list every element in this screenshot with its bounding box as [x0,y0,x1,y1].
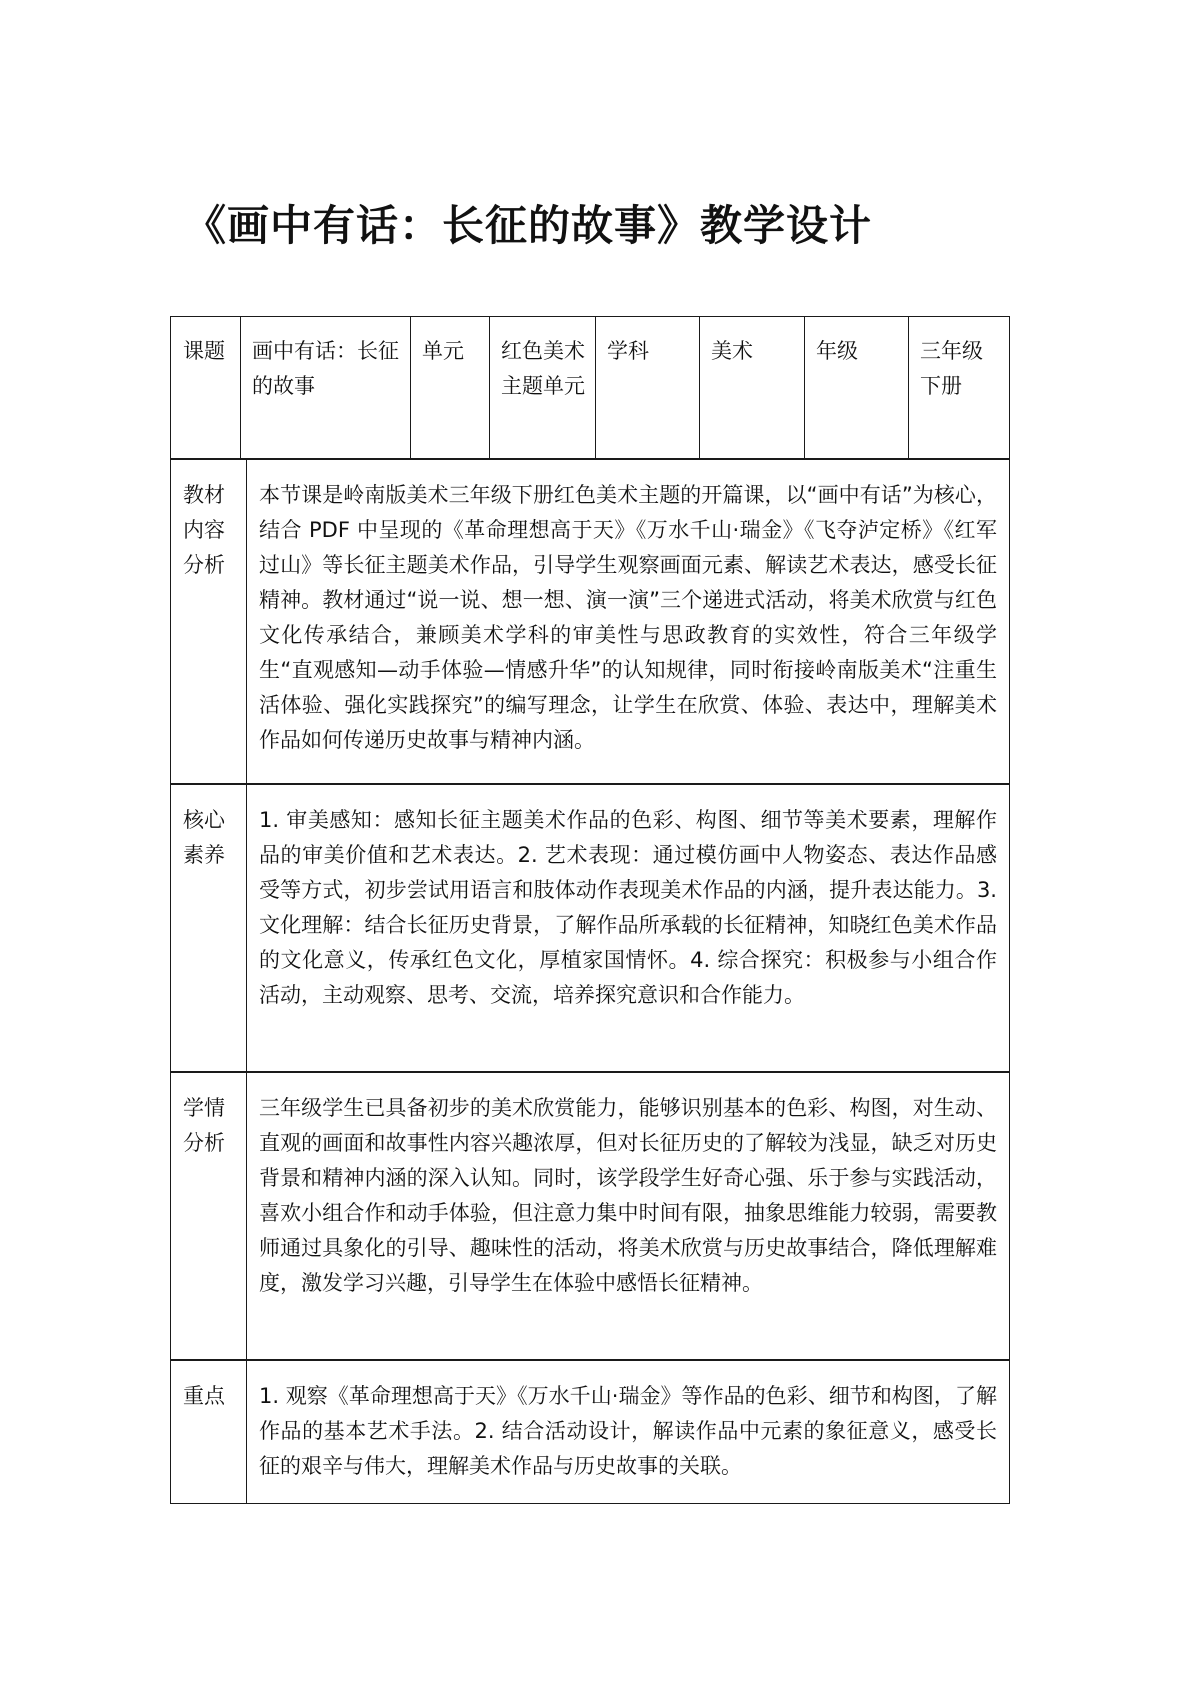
unit-label-text: 单元 [422,339,464,363]
section-material-analysis [170,459,1010,784]
section-content: 本节课是岭南版美术三年级下册红色美术主题的开篇课，以“画中有话”为核心，结合 PDF 中呈现的《革命理想高于天》《万水千山·瑞金》《飞夺泸定桥》《红军过山》等长征主题美术作品，引导学生观察画面元素、解读艺术表达，感受长征精神。教材通过“说一说、想一想、演一演”三个递进式活动，将美术欣赏与红色文化传承结合，兼顾美术学科的审美性与思政教育的实效性，符合三年级学生“直观感知—动手体验—情感升华”的认知规律，同时衔接岭南版美术“注重生活体验、强化实践探究”的编写理念，让学生在欣赏、体验、表达中，理解美术作品如何传递历史故事与精神内涵。 [259,483,997,752]
lesson-label [171,317,240,458]
section-core-literacy [170,784,1010,1072]
subject-label [595,317,699,458]
grade-label [804,317,908,458]
lesson-label-text: 课题 [183,339,225,363]
unit-value-text: 红色美术主题单元 [501,339,585,398]
grade-label-text: 年级 [816,339,858,363]
section-label: 学情分析 [183,1096,225,1155]
lesson-value-text: 画中有话：长征的故事 [252,339,399,398]
grade-value [908,317,1008,458]
subject-value [699,317,804,458]
section-label: 教材内容分析 [183,483,225,577]
section-student-analysis [170,1072,1010,1360]
section-content: 1. 观察《革命理想高于天》《万水千山·瑞金》等作品的色彩、细节和构图，了解作品的基本艺术手法。2. 结合活动设计，解读作品中元素的象征意义，感受长征的艰辛与伟大，理解美术作品与历史故事的关联。 [259,1384,997,1478]
subject-value-text: 美术 [711,339,753,363]
section-label: 重点 [183,1384,225,1408]
header-row [170,316,1010,459]
section-key-points [170,1360,1010,1504]
subject-label-text: 学科 [607,339,649,363]
grade-value-text: 三年级下册 [920,339,983,398]
section-label: 核心素养 [183,808,225,867]
unit-value [489,317,595,458]
page-title: 《画中有话：长征的故事》教学设计 [184,201,873,250]
section-content: 1. 审美感知：感知长征主题美术作品的色彩、构图、细节等美术要素，理解作品的审美价值和艺术表达。2. 艺术表现：通过模仿画中人物姿态、表达作品感受等方式，初步尝试用语言和肢体动作表现美术作品的内涵，提升表达能力。3. 文化理解：结合长征历史背景，了解作品所承载的长征精神，知晓红色美术作品的文化意义，传承红色文化，厚植家国情怀。4. 综合探究：积极参与小组合作活动，主动观察、思考、交流，培养探究意识和合作能力。 [259,808,997,1007]
lesson-value [240,317,410,458]
section-content: 三年级学生已具备初步的美术欣赏能力，能够识别基本的色彩、构图，对生动、直观的画面和故事性内容兴趣浓厚，但对长征历史的了解较为浅显，缺乏对历史背景和精神内涵的深入认知。同时，该学段学生好奇心强、乐于参与实践活动，喜欢小组合作和动手体验，但注意力集中时间有限，抽象思维能力较弱，需要教师通过具象化的引导、趣味性的活动，将美术欣赏与历史故事结合，降低理解难度，激发学习兴趣，引导学生在体验中感悟长征精神。 [259,1096,997,1295]
unit-label [410,317,489,458]
